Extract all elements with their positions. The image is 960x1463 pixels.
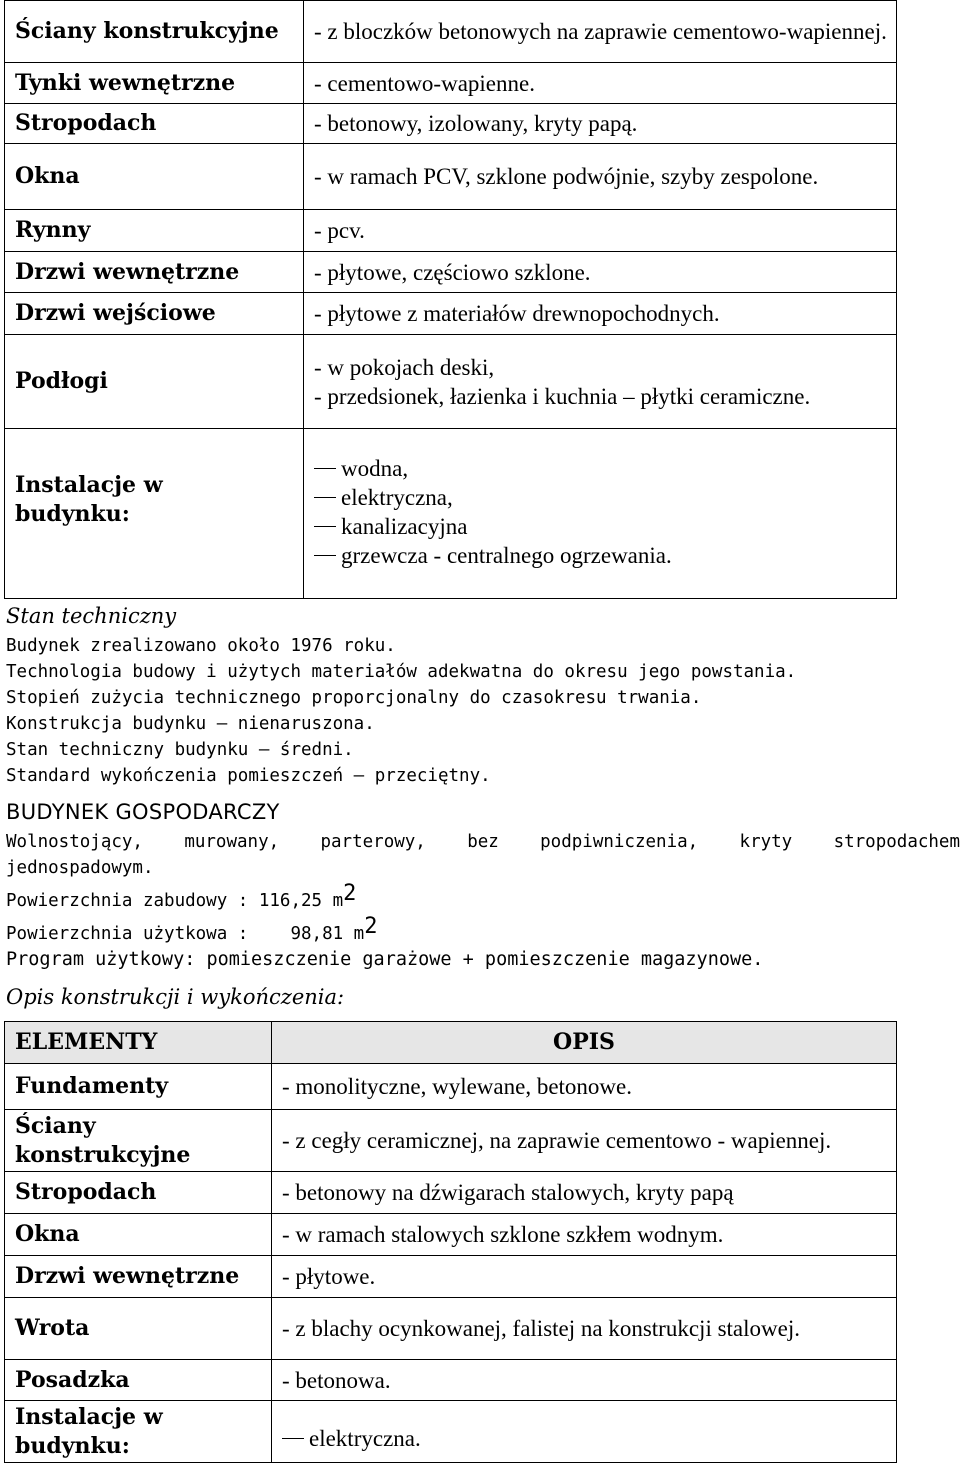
word: parterowy, — [320, 832, 426, 852]
row-label: Stropodach — [5, 1172, 272, 1214]
row-description: - cementowo-wapienne. — [304, 63, 897, 104]
dash-bullet — [314, 526, 336, 527]
list-item: wodna, — [314, 454, 896, 483]
text-line: Technologia budowy i użytych materiałów adekwatna do okresu jego powstania. — [6, 662, 797, 682]
table-row — [5, 429, 897, 599]
row-description: - z cegły ceramicznej, na zaprawie cementowo - wapiennej. — [272, 1110, 897, 1172]
area-usable: Powierzchnia użytkowa : 98,81 $m^2$ — [6, 914, 378, 944]
row-description — [304, 429, 897, 599]
table-row — [5, 1298, 897, 1360]
row-description: - pcv. — [304, 210, 897, 252]
row-description: - betonowa. — [272, 1360, 897, 1401]
row-description: - w ramach stalowych szklone szkłem wodnym. — [272, 1214, 897, 1256]
column-header-elementy: ELEMENTY — [5, 1022, 272, 1064]
row-label: Ściany konstrukcyjne — [5, 1, 304, 63]
row-description: - z bloczków betonowych na zaprawie cementowo-wapiennej. — [304, 1, 897, 63]
building-elements-table — [4, 0, 897, 599]
word: murowany, — [184, 832, 280, 852]
row-label: Rynny — [5, 210, 304, 252]
column-header-opis: OPIS — [272, 1022, 897, 1064]
list-item: elektryczna. — [282, 1410, 896, 1453]
word: stropodachem — [833, 832, 960, 852]
row-description: - w ramach PCV, szklone podwójnie, szyby zespolone. — [304, 144, 897, 210]
row-label: Stropodach — [5, 104, 304, 144]
row-label: Drzwi wewnętrzne — [5, 1256, 272, 1298]
row-description: - w pokojach deski, - przedsionek, łazienka i kuchnia – płytki ceramiczne. — [304, 335, 897, 429]
row-label: Drzwi wewnętrzne — [5, 252, 304, 293]
table-row — [5, 1172, 897, 1214]
row-label: Okna — [5, 1214, 272, 1256]
table-row — [5, 1401, 897, 1463]
table-row — [5, 1, 897, 63]
text-line: Konstrukcja budynku – nienaruszona. — [6, 714, 375, 734]
list-item: grzewcza - centralnego ogrzewania. — [314, 541, 896, 570]
text-line: Stan techniczny budynku – średni. — [6, 740, 354, 760]
dash-bullet — [282, 1438, 304, 1439]
row-label: Drzwi wejściowe — [5, 293, 304, 335]
outbuilding-elements-table — [4, 1021, 897, 1463]
section-heading-gospodarczy: BUDYNEK GOSPODARCZY — [6, 800, 280, 824]
table-row — [5, 1064, 897, 1110]
table-row — [5, 144, 897, 210]
dash-bullet — [314, 497, 336, 498]
row-label: Tynki wewnętrzne — [5, 63, 304, 104]
section-heading-opis: Opis konstrukcji i wykończenia: — [6, 985, 345, 1009]
row-description — [272, 1401, 897, 1463]
row-description: - z blachy ocynkowanej, falistej na konstrukcji stalowej. — [272, 1298, 897, 1360]
section-heading-stan: Stan techniczny — [6, 604, 177, 628]
row-description: - płytowe z materiałów drewnopochodnych. — [304, 293, 897, 335]
word: Wolnostojący, — [6, 832, 143, 852]
row-description: - betonowy na dźwigarach stalowych, kryty papą — [272, 1172, 897, 1214]
table-row — [5, 1256, 897, 1298]
table-row — [5, 210, 897, 252]
row-description: - płytowe, częściowo szklone. — [304, 252, 897, 293]
row-label: Wrota — [5, 1298, 272, 1360]
word: kryty — [739, 832, 793, 852]
row-label: Podłogi — [5, 335, 304, 429]
row-label: Instalacje w budynku: — [5, 1401, 272, 1463]
list-item: kanalizacyjna — [314, 512, 896, 541]
table-row — [5, 293, 897, 335]
table-header-row — [5, 1022, 897, 1064]
list-item: elektryczna, — [314, 483, 896, 512]
table-row — [5, 335, 897, 429]
description-line: jednospadowym. — [6, 858, 154, 878]
table-row — [5, 1110, 897, 1172]
text-line: Stopień zużycia technicznego proporcjonalny do czasokresu trwania. — [6, 688, 702, 708]
row-label: Fundamenty — [5, 1064, 272, 1110]
row-label: Instalacje w budynku: — [5, 429, 304, 599]
table-row — [5, 1360, 897, 1401]
table-row — [5, 63, 897, 104]
word: podpiwniczenia, — [540, 832, 699, 852]
table-row — [5, 104, 897, 144]
dash-bullet — [314, 555, 336, 556]
dash-bullet — [314, 468, 336, 469]
row-description: - betonowy, izolowany, kryty papą. — [304, 104, 897, 144]
program-line: Program użytkowy: pomieszczenie garażowe + pomieszczenie magazynowe. — [6, 949, 764, 970]
row-label: Okna — [5, 144, 304, 210]
area-built: Powierzchnia zabudowy : 116,25 $m^2$ — [6, 881, 357, 911]
word: bez — [467, 832, 499, 852]
description-line — [6, 830, 960, 854]
row-label: Posadzka — [5, 1360, 272, 1401]
row-description: - płytowe. — [272, 1256, 897, 1298]
text-line: Standard wykończenia pomieszczeń – przeciętny. — [6, 766, 491, 786]
table-row — [5, 1214, 897, 1256]
row-description: - monolityczne, wylewane, betonowe. — [272, 1064, 897, 1110]
row-label: Ściany konstrukcyjne — [5, 1110, 272, 1172]
table-row — [5, 252, 897, 293]
text-line: Budynek zrealizowano około 1976 roku. — [6, 636, 396, 656]
